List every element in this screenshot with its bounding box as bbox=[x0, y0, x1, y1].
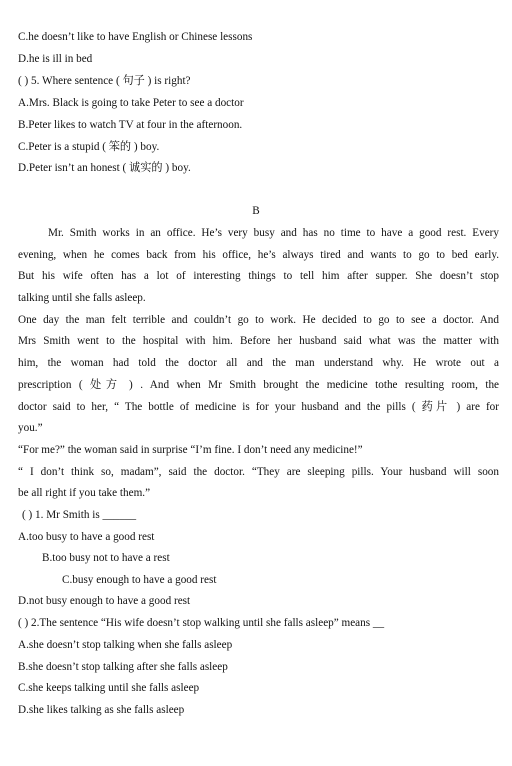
q5-option-d: D.Peter isn’t an honest ( 诚实的 ) boy. bbox=[18, 162, 191, 174]
passage-p4-line2: be all right if you take them.” bbox=[18, 487, 151, 499]
b-q1-option-d: D.not busy enough to have a good rest bbox=[18, 595, 191, 607]
passage-p3-line1: “For me?” the woman said in surprise “I’m fine. I don’t need any medicine!” bbox=[18, 444, 363, 456]
passage-p1-line3: But his wife often has a lot of interesting things to tell him after supper. She doesn’t stop bbox=[18, 270, 499, 282]
b-q2-option-b: B.she doesn’t stop talking after she falls asleep bbox=[18, 661, 228, 673]
passage-p2-line6: you.” bbox=[18, 422, 43, 434]
passage-p2-line5: doctor said to her, “ The bottle of medicine is for your husband and the pills ( 药片 ) are for bbox=[18, 401, 499, 413]
passage-p1-line2: evening, when he comes back from his office, he’s always tired and wants to go to bed early. bbox=[18, 249, 499, 261]
b-q1-stem: ( ) 1. Mr Smith is ______ bbox=[22, 509, 137, 521]
b-q1-option-b: B.too busy not to have a rest bbox=[42, 552, 170, 564]
passage-p2-line1: One day the man felt terrible and couldn’t go to work. He decided to go to see a doctor. And bbox=[18, 314, 499, 326]
b-q2-stem: ( ) 2.The sentence “His wife doesn’t stop walking until she falls asleep” means __ bbox=[18, 617, 385, 629]
b-q2-option-a: A.she doesn’t stop talking when she falls asleep bbox=[18, 639, 233, 651]
b-q1-option-a: A.too busy to have a good rest bbox=[18, 531, 155, 543]
b-q2-option-c: C.she keeps talking until she falls asleep bbox=[18, 682, 200, 694]
passage-p1-line4: talking until she falls asleep. bbox=[18, 292, 146, 304]
passage-p2-line2: Mrs Smith went to the hospital with him. Before her husband said what was the matter with bbox=[18, 335, 499, 347]
passage-p1-line1: Mr. Smith works in an office. He’s very busy and has no time to have a good rest. Every bbox=[48, 227, 499, 239]
passage-p2-line3: him, the woman had told the doctor all and the man understand why. He wrote out a bbox=[18, 357, 499, 369]
b-q2-option-d: D.she likes talking as she falls asleep bbox=[18, 704, 185, 716]
q5-stem: ( ) 5. Where sentence ( 句子 ) is right? bbox=[18, 75, 191, 87]
section-title: B bbox=[252, 205, 260, 217]
q5-option-a: A.Mrs. Black is going to take Peter to see a doctor bbox=[18, 97, 244, 109]
b-q1-option-c: C.busy enough to have a good rest bbox=[62, 574, 217, 586]
passage-p4-line1: “ I don’t think so, madam”, said the doctor. “They are sleeping pills. Your husband will soon bbox=[18, 466, 499, 478]
q5-option-b: B.Peter likes to watch TV at four in the afternoon. bbox=[18, 119, 243, 131]
q4-option-d: D.he is ill in bed bbox=[18, 53, 93, 65]
q4-option-c: C.he doesn’t like to have English or Chinese lessons bbox=[18, 31, 253, 43]
passage-p2-line4: prescription ( 处方 ) . And when Mr Smith brought the medicine tothe resulting room, the bbox=[18, 379, 499, 391]
q5-option-c: C.Peter is a stupid ( 笨的 ) boy. bbox=[18, 141, 160, 153]
